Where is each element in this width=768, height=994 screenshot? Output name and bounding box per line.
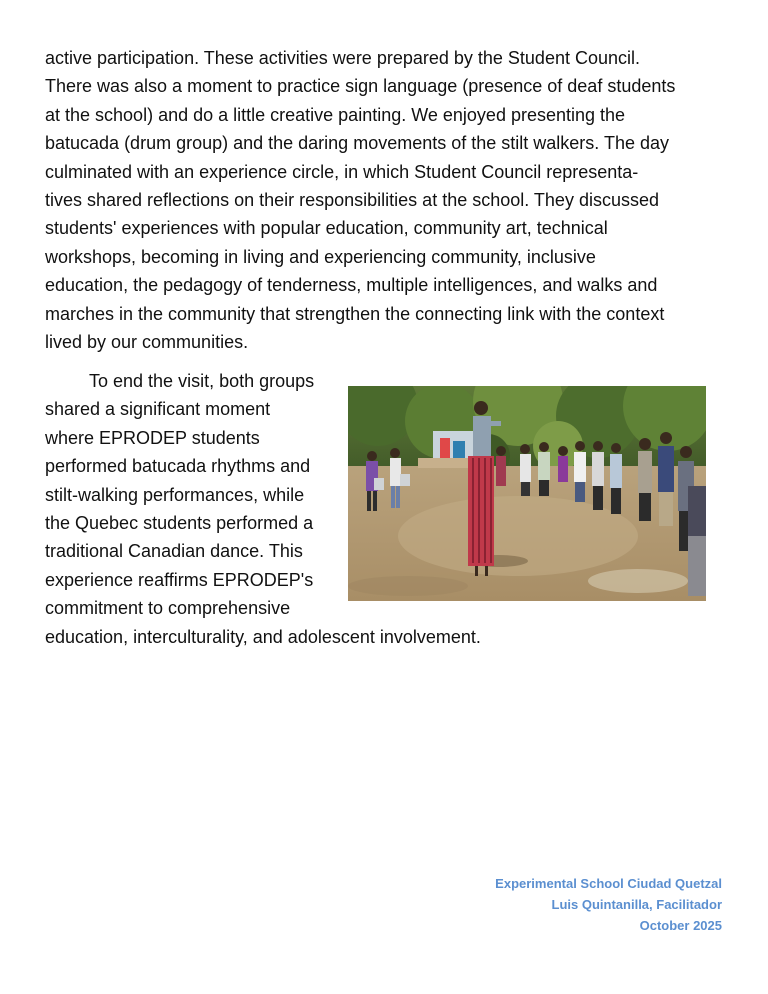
author-name: Luis Quintanilla, Facilitador [551, 897, 722, 912]
text-line: students' experiences with popular education, community art, technical [45, 218, 608, 239]
text-line: commitment to comprehensive [45, 598, 291, 619]
text-line: shared a significant moment [45, 399, 271, 420]
school-name: Experimental School Ciudad Quetzal [495, 876, 722, 891]
text-line: active participation. These activities were prepared by the Student Council. [45, 48, 640, 68]
text-line: at the school) and do a little creative painting. We enjoyed presenting the [45, 104, 626, 125]
text-line: workshops, becoming in living and experiencing community, inclusive [45, 246, 596, 267]
signature-block [495, 873, 722, 936]
text-line: batucada (drum group) and the daring movements of the stilt walkers. The day [45, 133, 669, 154]
text-line: the Quebec students performed a [45, 512, 314, 533]
text-line: There was also a moment to practice sign language (presence of deaf students [45, 76, 676, 97]
text-line: To end the visit, both groups [89, 371, 315, 391]
text-line: culminated with an experience circle, in which Student Council representa- [45, 161, 639, 182]
text-line: marches in the community that strengthen the connecting link with the context [45, 303, 665, 324]
text-line: traditional Canadian dance. This [45, 541, 303, 562]
text-line: stilt-walking performances, while [45, 484, 305, 505]
text-line: performed batucada rhythms and [45, 456, 311, 477]
date: October 2025 [639, 918, 722, 933]
text-line: tives shared reflections on their responsibilities at the school. They discussed [45, 189, 659, 210]
text-line: where EPRODEP students [45, 427, 260, 448]
text-line: education, interculturality, and adolescent involvement. [45, 626, 481, 647]
text-line: experience reaffirms EPRODEP's [45, 569, 314, 590]
event-photo [348, 386, 706, 601]
text-line: education, the pedagogy of tenderness, multiple intelligences, and walks and [45, 275, 658, 296]
text-line: lived by our communities. [45, 331, 249, 352]
paragraph-activities [45, 44, 735, 356]
